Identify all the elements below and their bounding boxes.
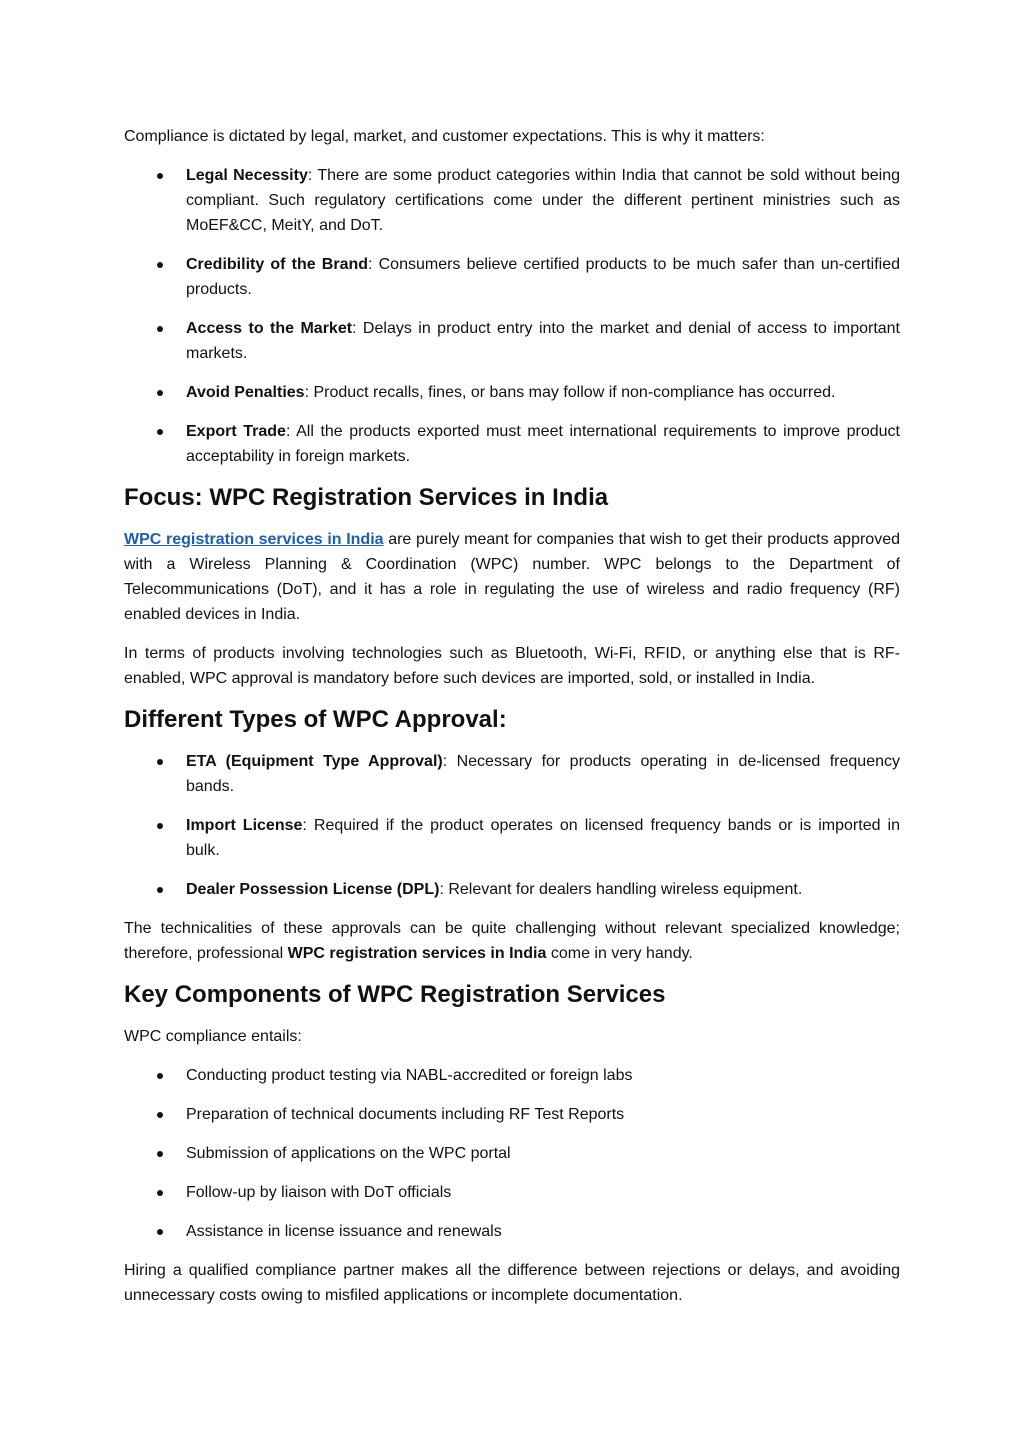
list-item: ETA (Equipment Type Approval): Necessary for products operating in de-licensed frequency bands. bbox=[124, 749, 900, 799]
wpc-services-link[interactable]: WPC registration services in India bbox=[124, 531, 384, 548]
approval-types-list bbox=[124, 749, 900, 902]
list-item: Credibility of the Brand: Consumers believe certified products to be much safer than un-certified products. bbox=[124, 252, 900, 302]
bullet-icon bbox=[157, 429, 163, 435]
list-item: Preparation of technical documents including RF Test Reports bbox=[124, 1102, 900, 1127]
document-page bbox=[124, 124, 900, 1322]
focus-heading: Focus: WPC Registration Services in India bbox=[124, 484, 609, 511]
list-item: Export Trade: All the products exported must meet international requirements to improve product acceptability in foreign markets. bbox=[124, 419, 900, 469]
list-item: Avoid Penalties: Product recalls, fines, or bans may follow if non-compliance has occurred. bbox=[124, 380, 900, 405]
types-heading: Different Types of WPC Approval: bbox=[124, 706, 507, 733]
rf-paragraph: In terms of products involving technologies such as Bluetooth, Wi-Fi, RFID, or anything else that is RF-enabled, WPC approval is mandatory before such devices are imported, sold, or installed in India. bbox=[124, 645, 900, 687]
focus-paragraph: WPC registration services in India are purely meant for companies that wish to get their products approved with a Wireless Planning & Coordination (WPC) number. WPC belongs to the Department of Telecommunications (DoT), and it has a role in regulating the use of wireless and radio frequency (RF) enabled devices in India. bbox=[124, 531, 900, 623]
list-item: Follow-up by liaison with DoT officials bbox=[124, 1180, 900, 1205]
list-item: Conducting product testing via NABL-accredited or foreign labs bbox=[124, 1063, 900, 1088]
components-intro: WPC compliance entails: bbox=[124, 1028, 302, 1045]
bullet-icon bbox=[157, 390, 163, 396]
components-heading: Key Components of WPC Registration Services bbox=[124, 981, 666, 1008]
bullet-icon bbox=[157, 262, 163, 268]
bullet-icon bbox=[157, 1073, 163, 1079]
list-item: Assistance in license issuance and renewals bbox=[124, 1219, 900, 1244]
bullet-icon bbox=[157, 1190, 163, 1196]
list-item: Legal Necessity: There are some product categories within India that cannot be sold without being compliant. Such regulatory certifications come under the different pertinent ministries such as MoEF&CC, MeitY, and DoT. bbox=[124, 163, 900, 238]
intro-paragraph: Compliance is dictated by legal, market, and customer expectations. This is why it matters: bbox=[124, 128, 765, 145]
bullet-icon bbox=[157, 173, 163, 179]
bullet-icon bbox=[157, 1112, 163, 1118]
bullet-icon bbox=[157, 326, 163, 332]
bullet-icon bbox=[157, 887, 163, 893]
bullet-icon bbox=[157, 823, 163, 829]
bullet-icon bbox=[157, 1151, 163, 1157]
bullet-icon bbox=[157, 1229, 163, 1235]
list-item: Dealer Possession License (DPL): Relevant for dealers handling wireless equipment. bbox=[124, 877, 900, 902]
list-item: Submission of applications on the WPC portal bbox=[124, 1141, 900, 1166]
bullet-icon bbox=[157, 759, 163, 765]
list-item: Import License: Required if the product operates on licensed frequency bands or is imported in bulk. bbox=[124, 813, 900, 863]
components-list bbox=[124, 1063, 900, 1244]
list-item: Access to the Market: Delays in product entry into the market and denial of access to important markets. bbox=[124, 316, 900, 366]
closing-paragraph: Hiring a qualified compliance partner makes all the difference between rejections or delays, and avoiding unnecessary costs owing to misfiled applications or incomplete documentation. bbox=[124, 1262, 900, 1304]
reasons-list bbox=[124, 163, 900, 469]
types-summary: The technicalities of these approvals can be quite challenging without relevant specialized knowledge; therefore, professional WPC registration services in India come in very handy. bbox=[124, 920, 900, 962]
